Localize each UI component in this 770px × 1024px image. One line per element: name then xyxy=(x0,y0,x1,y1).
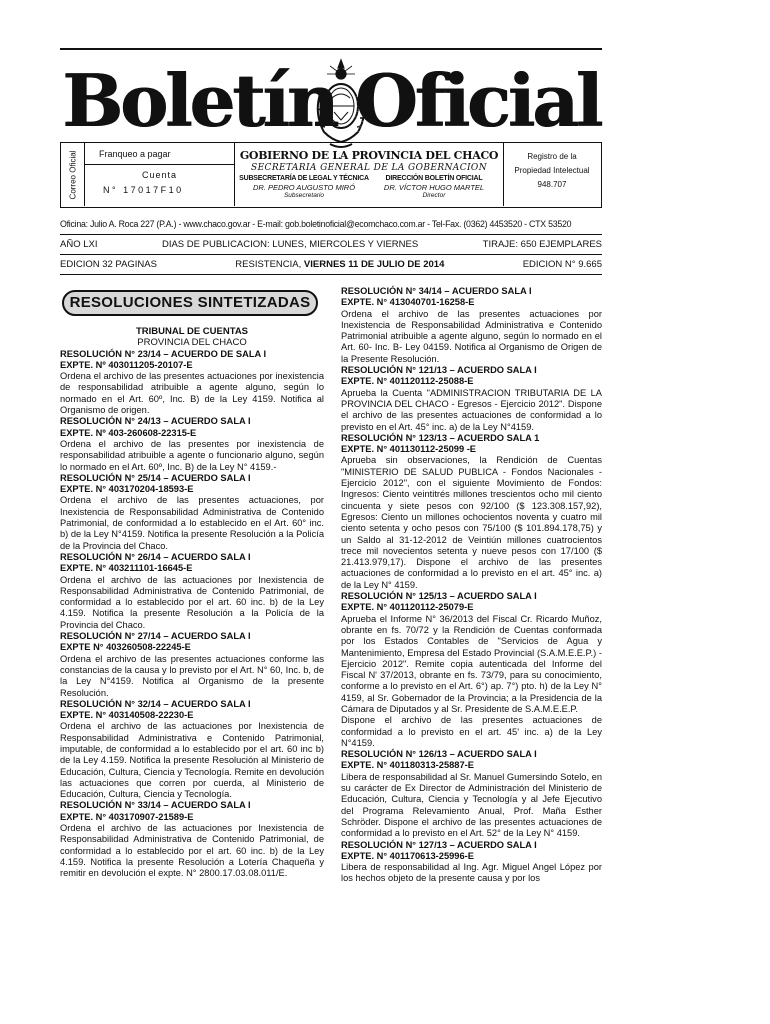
section-title: RESOLUCIONES SINTETIZADAS xyxy=(62,290,318,316)
date-line xyxy=(235,259,444,270)
resistencia-label: RESISTENCIA, xyxy=(235,259,302,270)
registro-line-2: Propiedad Intelectual xyxy=(514,166,590,175)
anio-label: AÑO LXI xyxy=(60,239,98,250)
resolution-heading: EXPTE. N° 401130112-25099 -E xyxy=(341,444,476,455)
resolution-text: Ordena el archivo de las actuaciones por Inexistencia de Responsabilidad Administrativa e Contenido Patrimonial, imputable, de conformidad a lo establecido por el art. 60 inc b) de la Ley 4.159. Notifica la presente Resolución al Ministerio de Educación, Cultura, Ciencia y Tecnología. Remite en devolución las actuaciones que corren por cuerda, al Ministerio de Educación, Cultura, Ciencia y Tecnología. xyxy=(60,721,324,800)
cuenta-label: Cuenta xyxy=(141,170,178,180)
resolution-heading: RESOLUCIÓN N° 26/14 – ACUERDO SALA I xyxy=(60,551,251,562)
resolution-heading: EXPTE. N° 401120112-25079-E xyxy=(341,602,474,613)
resolution-text: Aprueba la Cuenta "ADMINISTRACION TRIBUTARIA DE LA PROVINCIA DEL CHACO - Egresos - Ejercicio 2012". Dispone el archivo de las presentes actuaciones de conformidad a lo previsto en el Art. 45° inc. a) de la Ley N°4159. xyxy=(341,387,602,432)
resolution-heading: RESOLUCIÓN N° 125/13 – ACUERDO SALA I xyxy=(341,591,537,602)
resolution-heading: EXPTE. N° 413040701-16258-E xyxy=(341,297,475,308)
tribunal-subtitle: PROVINCIA DEL CHACO xyxy=(137,337,247,349)
government-title: GOBIERNO DE LA PROVINCIA DEL CHACO xyxy=(239,149,499,162)
resolution-heading: RESOLUCIÓN N° 27/14 – ACUERDO SALA I xyxy=(60,631,251,642)
left-paragraphs xyxy=(60,349,324,880)
masthead-title-oficial: Oficial xyxy=(355,56,600,146)
resolution-heading: RESOLUCIÓN N° 121/13 – ACUERDO SALA I xyxy=(341,365,537,376)
resolution-heading: RESOLUCIÓN N° 126/13 – ACUERDO SALA I xyxy=(341,749,537,760)
resolution-text: Libera de responsabilidad al Ing. Agr. Miguel Angel López por los hechos objeto de la presente causa y por los xyxy=(341,862,602,884)
masthead-top-rule xyxy=(60,48,602,50)
franqueo-box xyxy=(85,143,235,206)
franqueo-label: Franqueo a pagar xyxy=(85,143,234,165)
direccion-role: Director xyxy=(422,192,446,199)
info-row-1 xyxy=(60,239,602,250)
tribunal-title: TRIBUNAL DE CUENTAS xyxy=(135,326,249,337)
right-column xyxy=(341,286,602,885)
direccion-office: DIRECCIÓN BOLETÍN OFICIAL xyxy=(385,175,483,182)
resolution-heading: RESOLUCIÓN N° 23/14 – ACUERDO DE SALA I xyxy=(60,348,267,359)
resolution-text: Ordena el archivo de las presentes actuaciones por Inexistencia de Responsabilidad Administrativa e Contenido Patrimonial atribuible a agente alguno, según lo normado en el Art. 60- Inc. B- Ley 04159. Notifica al Organismo de Origen de la Presente Resolución. xyxy=(341,308,602,364)
resolution-heading: EXPTE. Nº 403011205-20107-E xyxy=(60,359,193,370)
rule-3 xyxy=(60,274,602,275)
resolution-heading: RESOLUCIÓN N° 32/14 – ACUERDO SALA I xyxy=(60,698,251,709)
resolution-text: Aprueba el Informe N° 36/2013 del Fiscal Cr. Ricardo Muñoz, obrante en fs. 70/72 y la Rendición de Cuentas conformada por los Estados Contables de "Servicios de Agua y Mantenimiento, Empresa del Estado Provincial (S.A.M.E.E.P.) - Ejercicio 2012". Remite copia autenticada del Informe del Fiscal N' 37/2013, obrante en fs. 73/79, para su conocimiento, conforme a lo previsto en el Art. 6°) ap. 7°) pto. h) de la Ley N° 4159, al Sr. Gobernador de la Provincia; a la Presidencia de la Cámara de Diputados y al Sr. Presidente de S.A.M.E.E.P. xyxy=(341,613,602,714)
info-row-2 xyxy=(60,259,602,270)
resolution-heading: EXPTE. N° 403170204-18593-E xyxy=(60,484,194,495)
resolution-heading: EXPTE. N° 403140508-22230-E xyxy=(60,710,194,721)
resolution-text: Ordena el archivo de las actuaciones por Inexistencia de Responsabilidad Administrativa de Contenido Patrimonial, de conformidad a lo establecido por el art. 60 inc. b) de la Ley 4.159. Notifica la presente Resolución a Lotería Chaqueña y remitir en devolución el expte. N° 2800.17.03.08.011/E. xyxy=(60,823,324,879)
edicion-numero: EDICION N° 9.665 xyxy=(522,259,602,270)
resolution-heading: EXPTE. N° 403170907-21589-E xyxy=(60,811,194,822)
registro-line-1: Registro de la xyxy=(527,152,577,161)
subsecretaria-block xyxy=(239,175,369,199)
registro-number: 948.707 xyxy=(537,180,567,189)
resolution-heading: EXPTE N° 403260508-22245-E xyxy=(60,642,191,653)
correo-oficial-label: Correo Oficial xyxy=(68,150,78,200)
resolution-heading: EXPTE. N° 401170613-25996-E xyxy=(341,850,474,861)
subsecretaria-person: DR. PEDRO AUGUSTO MIRÓ xyxy=(252,183,356,192)
resolution-heading: EXPTE. N° 403211101-16645-E xyxy=(60,563,193,574)
subsecretaria-office: SUBSECRETARÍA DE LEGAL Y TÉCNICA xyxy=(239,175,369,182)
resolution-text: Dispone el archivo de las presentes actuaciones de conformidad a lo previsto en el art. 45' inc. a) de la Ley N°4159. xyxy=(341,715,602,748)
resolution-heading: EXPTE. Nº 403-260608-22315-E xyxy=(60,427,197,438)
left-column xyxy=(60,286,324,880)
rule-1 xyxy=(60,234,602,235)
rule-2 xyxy=(60,254,602,255)
edicion-paginas: EDICION 32 PAGINAS xyxy=(60,259,157,270)
direccion-block xyxy=(369,175,499,199)
right-paragraphs xyxy=(341,286,602,885)
office-contact-line: Oficina: Julio A. Roca 227 (P.A.) - www.chaco.gov.ar - E-mail: gob.boletinoficial@ecomchaco.com.ar - Tel-Fax. (0362) 4453520 - CTX 53520 xyxy=(60,219,572,229)
resolution-text: Ordena el archivo de las presentes actuaciones, por Inexistencia de Responsabilidad Administrativa de Contenido Patrimonial, de conformidad a lo establecido en el Art. 60° inc. b) de la Ley N°4159. Notifica la presente Resolución a la Policía de la Provincia del Chaco. xyxy=(60,495,324,551)
resolution-heading: RESOLUCIÓN N° 123/13 – ACUERDO SALA 1 xyxy=(341,432,540,443)
cuenta-number: N° 17017F10 xyxy=(103,185,184,195)
dias-publicacion: DIAS DE PUBLICACION: LUNES, MIERCOLES Y VIERNES xyxy=(161,239,419,250)
resolution-text: Aprueba sin observaciones, la Rendición de Cuentas "MINISTERIO DE SALUD PUBLICA - Fondos Nacionales - Ejercicio 2012", con el siguiente Movimiento de Fondos: Ingresos: Ciento veintitrés millones trescientos ocho mil ciento cincuenta y siete pesos con 92/100 ($ 123.308.157,92), Egresos: Ciento un millones ochocientos noventa y cuatro mil ciento setenta y ocho pesos con 75/100 ($ 101.894.178,75) y un Saldo al 31-12-2012 de Veintiún millones cuatrocientos trece mil novecientos setenta y nueve pesos con 17/100 ($ 21.413.979,17). Dispone el archivo de las presentes actuaciones de conformidad a lo previsto en el art. 45° inc. a) de la Ley N° 4159. xyxy=(341,455,602,590)
masthead-title-boletin: Boletín xyxy=(62,56,336,146)
header-info-box xyxy=(60,142,602,208)
registro-box xyxy=(503,143,600,206)
subsecretaria-role: Subsecretario xyxy=(283,192,325,199)
government-block xyxy=(235,143,503,206)
resolution-text: Libera de responsabilidad al Sr. Manuel Gumersindo Sotelo, en su carácter de Ex Director de Administración del Ministerio de Educación, Cultura, Ciencia y Tecnología y al Jefe Ejecutivo del Programa Relevamiento Anual, Prof. Maña Esther Schröder. Dispone el archivo de las presentes actuaciones de conformidad a lo previsto en el Art. 52° de la Ley N° 4159. xyxy=(341,771,602,839)
direccion-person: DR. VÍCTOR HUGO MARTEL xyxy=(383,183,485,192)
tiraje-label: TIRAJE: 650 EJEMPLARES xyxy=(482,239,602,250)
government-subtitle: SECRETARIA GENERAL DE LA GOBERNACION xyxy=(251,163,487,173)
correo-oficial-stamp xyxy=(61,143,85,206)
resolution-text: Ordena el archivo de las presentes por inexistencia de responsabilidad atribuible a agente o funcionario alguno, según lo normado en el Art. 60º, Inc. B) de la Ley N° 4159.- xyxy=(60,438,324,472)
resolution-heading: RESOLUCIÓN N° 127/13 – ACUERDO SALA I xyxy=(341,839,537,850)
resolution-heading: RESOLUCIÓN N° 25/14 – ACUERDO SALA I xyxy=(60,472,251,483)
resolution-heading: EXPTE. N° 401120112-25088-E xyxy=(341,376,474,387)
resolution-heading: EXPTE. N° 401180313-25887-E xyxy=(341,760,474,771)
resolution-text: Ordena el archivo de las actuaciones por Inexistencia de Responsabilidad Administrativa de Contenido Patrimonial, de conformidad a lo establecido por el art. 60 inc. b) de la Ley 4.159. Notifica la presente Resolución a la Policía de la Provincia del Chaco. xyxy=(60,574,324,630)
publication-date: VIERNES 11 DE JULIO DE 2014 xyxy=(303,259,445,270)
resolution-text: Ordena el archivo de las presentes actuaciones conforme las constancias de la causa y lo previsto por el Art. N° 60, Inc. b, de la Ley N°4159. Notifica al Organismo de la presente Resolución. xyxy=(60,653,324,698)
resolution-text: Ordena el archivo de las presentes actuaciones por inexistencia de responsabilidad atribuible a agente alguno, según lo normado en el Art. 60º, Inc. B) de la Ley 4159. Notifica al Organismo de origen. xyxy=(60,371,324,416)
resolution-heading: RESOLUCIÓN N° 33/14 – ACUERDO SALA I xyxy=(60,800,251,811)
resolution-heading: RESOLUCIÓN N° 24/13 – ACUERDO SALA I xyxy=(60,416,251,427)
resolution-heading: RESOLUCIÓN N° 34/14 – ACUERDO SALA I xyxy=(341,286,532,296)
